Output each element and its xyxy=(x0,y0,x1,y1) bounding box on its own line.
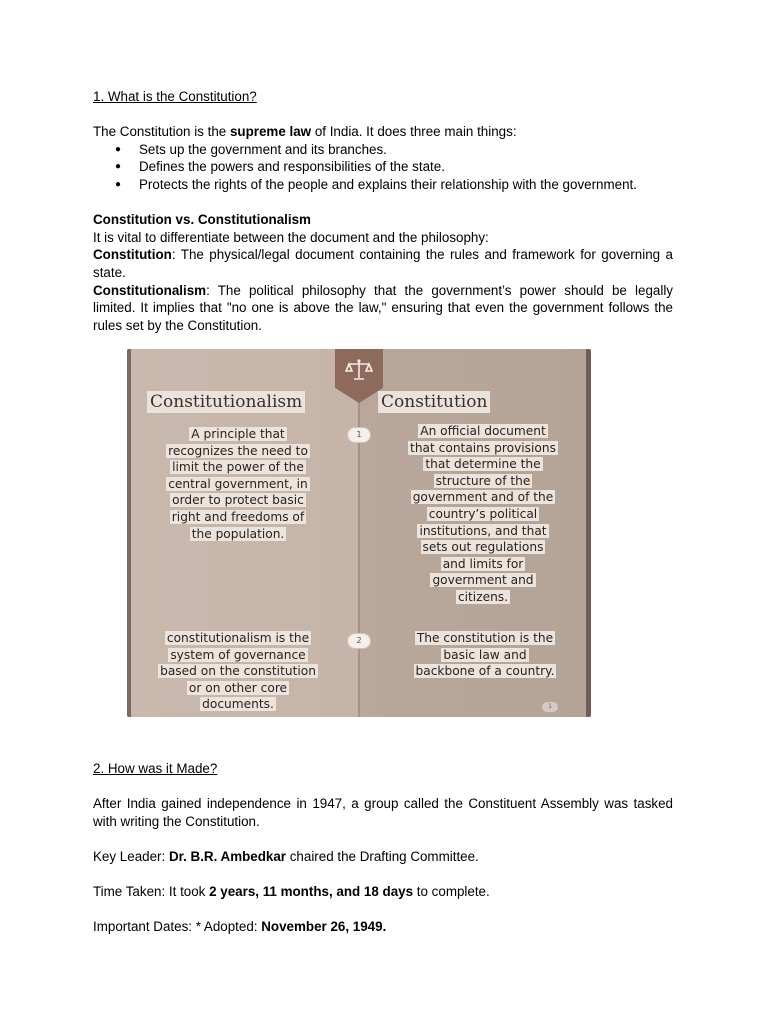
history-paragraph: After India gained independence in 1947, a group called the Constituent Assembly was tasked with writing the Constitution. xyxy=(93,796,673,829)
vs-intro: It is vital to differentiate between the document and the philosophy: xyxy=(93,229,489,245)
vs-heading: Constitution vs. Constitutionalism xyxy=(93,212,311,228)
figure-right-edge xyxy=(586,349,591,717)
important-dates: Important Dates: * Adopted: November 26, 1949. xyxy=(93,919,387,935)
section-2-heading: 2. How was it Made? xyxy=(93,761,218,776)
section-1-heading: 1. What is the Constitution? xyxy=(93,89,257,104)
document-body xyxy=(93,88,673,334)
scales-of-justice-icon xyxy=(345,357,373,383)
page-indicator-badge: 1 xyxy=(542,702,558,712)
row2-left-text: constitutionalism is the system of governance based on the constitution or on other core documents. xyxy=(160,631,316,712)
row2-right-text: The constitution is the basic law and backbone of a country. xyxy=(415,631,555,679)
key-leader: Key Leader: Dr. B.R. Ambedkar chaired the Drafting Committee. xyxy=(93,848,479,864)
definition-constitutionalism: Constitutionalism: The political philosophy that the government’s power should be legally limited. It implies that "no one is above the law," ensuring that even the government follows the rules set by the Constitution. xyxy=(93,282,673,333)
list-item: ● Sets up the government and its branches. xyxy=(93,141,673,159)
row-number-badge: 2 xyxy=(347,633,371,649)
list-item: ● Protects the rights of the people and explains their relationship with the government. xyxy=(93,176,673,194)
functions-list xyxy=(93,141,673,194)
comparison-infographic xyxy=(127,349,591,717)
row1-left-text: A principle that recognizes the need to limit the power of the central government, in order to protect basic right and freedoms of the population. xyxy=(168,427,308,541)
time-taken: Time Taken: It took 2 years, 11 months, and 18 days to complete. xyxy=(93,884,490,900)
section-2 xyxy=(93,760,673,936)
right-column-title: Constitution xyxy=(378,391,490,413)
row-number-badge: 1 xyxy=(347,427,371,443)
figure-left-edge xyxy=(127,349,131,717)
list-item: ● Defines the powers and responsibilities of the state. xyxy=(93,158,673,176)
section-1-intro: The Constitution is the supreme law of India. It does three main things: xyxy=(93,124,517,140)
banner-ribbon xyxy=(335,349,383,403)
definition-constitution: Constitution: The physical/legal document containing the rules and framework for governing a state. xyxy=(93,247,673,280)
row1-right-text: An official document that contains provisions that determine the structure of the government and of the country’s political institutions, and that sets out regulations and limits for government and citizens. xyxy=(410,424,556,604)
left-column-title: Constitutionalism xyxy=(147,391,305,413)
